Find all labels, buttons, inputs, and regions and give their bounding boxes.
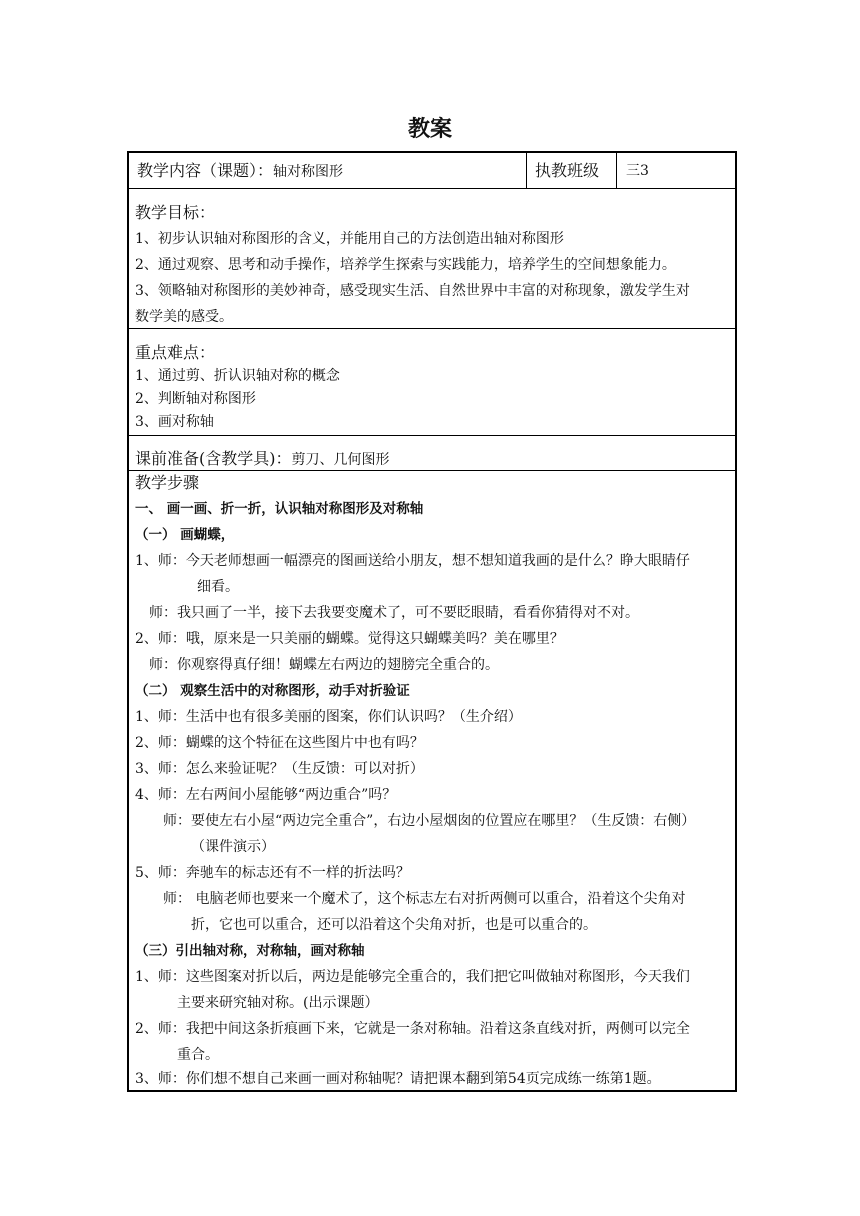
step-line: 折，它也可以重合，还可以沿着这个尖角对折，也是可以重合的。 xyxy=(191,917,597,933)
step-line: 1、师：今天老师想画一幅漂亮的图画送给小朋友，想不想知道我画的是什么？睁大眼睛仔 xyxy=(135,553,690,569)
row-divider xyxy=(129,328,735,329)
objective-item: 2、通过观察、思考和动手操作，培养学生探索与实践能力，培养学生的空间想象能力。 xyxy=(135,257,676,273)
step-line: 2、师：蝴蝶的这个特征在这些图片中也有吗？ xyxy=(135,735,424,751)
step-line: 2、师：哦，原来是一只美丽的蝴蝶。觉得这只蝴蝶美吗？美在哪里？ xyxy=(135,631,564,647)
step-line: 师：要使左右小屋“两边完全重合”，右边小屋烟囱的位置应在哪里？（生反馈：右侧） xyxy=(163,813,696,829)
step-line: （课件演示） xyxy=(191,839,275,855)
step-line: 1、师：这些图案对折以后，两边是能够完全重合的，我们把它叫做轴对称图形，今天我们 xyxy=(135,969,690,985)
class-label: 执教班级 xyxy=(535,161,600,180)
objective-item: 3、领略轴对称图形的美妙神奇，感受现实生活、自然世界中丰富的对称现象，激发学生对 xyxy=(135,283,690,299)
steps-title: 教学步骤 xyxy=(135,473,200,492)
preparation-value: 剪刀、几何图形 xyxy=(291,452,390,468)
content-cell xyxy=(137,153,343,189)
row-divider xyxy=(129,188,735,189)
divider xyxy=(526,153,527,189)
step-line: 师：你观察得真仔细！蝴蝶左右两边的翅膀完全重合的。 xyxy=(149,657,499,673)
preparation-row xyxy=(135,449,390,470)
step-line: 师： 电脑老师也要来一个魔术了，这个标志左右对折两侧可以重合，沿着这个尖角对 xyxy=(163,891,686,907)
preparation-label: 课前准备(含教学具)： xyxy=(135,449,292,468)
step-line: 主要来研究轴对称。(出示课题） xyxy=(177,995,379,1011)
key-point-item: 2、判断轴对称图形 xyxy=(135,391,256,407)
divider xyxy=(616,153,617,189)
row-divider xyxy=(129,435,735,436)
step-line: 重合。 xyxy=(177,1047,219,1063)
sub3-heading: （三）引出轴对称，对称轴，画对称轴 xyxy=(135,943,365,959)
step-line: 师：我只画了一半，接下去我要变魔术了，可不要眨眼睛，看看你猜得对不对。 xyxy=(149,605,639,621)
objective-item: 1、初步认识轴对称图形的含义，并能用自己的方法创造出轴对称图形 xyxy=(135,231,564,247)
content-label: 教学内容（课题）： xyxy=(137,161,274,180)
step-line: 3、师：你们想不想自己来画一画对称轴呢？请把课本翻到第54页完成练一练第1题。 xyxy=(135,1071,661,1087)
key-point-item: 1、通过剪、折认识轴对称的概念 xyxy=(135,368,340,384)
sub2-heading: （二） 观察生活中的对称图形，动手对折验证 xyxy=(135,683,410,699)
objective-item: 数学美的感受。 xyxy=(135,309,233,325)
key-point-item: 3、画对称轴 xyxy=(135,414,214,430)
page-title: 教案 xyxy=(407,117,452,142)
step-line: 4、师：左右两间小屋能够“两边重合”吗？ xyxy=(135,787,397,803)
class-value: 三3 xyxy=(626,163,649,179)
step-line: 1、师：生活中也有很多美丽的图案，你们认识吗？（生介绍） xyxy=(135,709,522,725)
row-divider xyxy=(129,470,735,471)
part1-heading: 一、 画一画、折一折，认识轴对称图形及对称轴 xyxy=(135,501,424,517)
key-points-title: 重点难点： xyxy=(135,343,216,362)
objectives-title: 教学目标： xyxy=(135,203,216,222)
step-line: 2、师：我把中间这条折痕画下来，它就是一条对称轴。沿着这条直线对折，两侧可以完全 xyxy=(135,1021,690,1037)
sub1-heading: （一） 画蝴蝶， xyxy=(135,527,235,543)
lesson-plan-table xyxy=(127,151,737,1092)
content-value: 轴对称图形 xyxy=(273,164,344,180)
step-line: 3、师：怎么来验证呢？（生反馈：可以对折） xyxy=(135,761,424,777)
step-line: 细看。 xyxy=(197,579,239,595)
step-line: 5、师：奔驰车的标志还有不一样的折法吗？ xyxy=(135,865,410,881)
